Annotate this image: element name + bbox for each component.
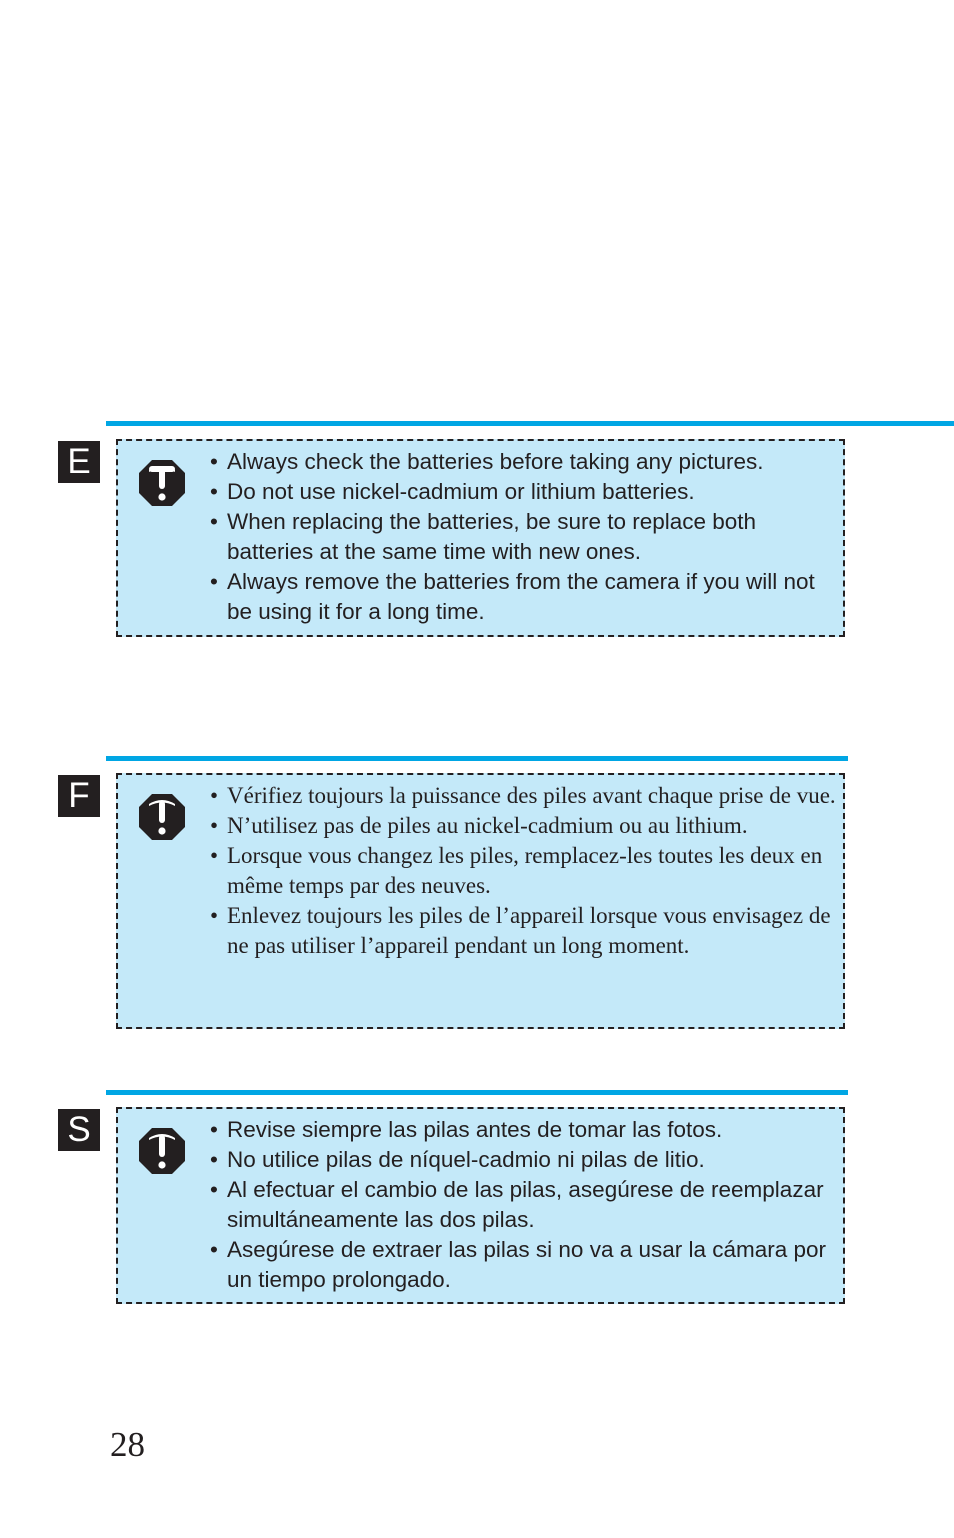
list-item: • Asegúrese de extraer las pilas si no va a usar la cámara por un tiempo prolongado. bbox=[210, 1235, 839, 1295]
list-item: • No utilice pilas de níquel-cadmio ni pilas de litio. bbox=[210, 1145, 839, 1175]
list-item: • Do not use nickel-cadmium or lithium batteries. bbox=[210, 477, 839, 507]
caution-box-spanish bbox=[116, 1107, 845, 1304]
caution-icon bbox=[138, 1127, 186, 1175]
caution-list-french bbox=[210, 781, 839, 961]
caution-list-english bbox=[210, 447, 839, 627]
language-tag-spanish: S bbox=[58, 1109, 100, 1151]
caution-icon bbox=[138, 793, 186, 841]
language-tag-french: F bbox=[58, 775, 100, 817]
list-item: • Vérifiez toujours la puissance des piles avant chaque prise de vue. bbox=[210, 781, 839, 811]
caution-box-french bbox=[116, 773, 845, 1029]
list-item: • Enlevez toujours les piles de l’appareil lorsque vous envisagez de ne pas utiliser l’appareil pendant un long moment. bbox=[210, 901, 839, 961]
list-item: • Al efectuar el cambio de las pilas, asegúrese de reemplazar simultáneamente las dos pilas. bbox=[210, 1175, 839, 1235]
list-item: • Always check the batteries before taking any pictures. bbox=[210, 447, 839, 477]
section-rule-spanish bbox=[106, 1090, 848, 1095]
language-tag-english: E bbox=[58, 441, 100, 483]
caution-box-english bbox=[116, 439, 845, 637]
section-rule-english bbox=[106, 421, 954, 426]
list-item: • Revise siempre las pilas antes de tomar las fotos. bbox=[210, 1115, 839, 1145]
page-number: 28 bbox=[110, 1425, 145, 1464]
caution-list-spanish bbox=[210, 1115, 839, 1295]
section-rule-french bbox=[106, 756, 848, 761]
list-item: • Always remove the batteries from the camera if you will not be using it for a long time. bbox=[210, 567, 839, 627]
list-item: • N’utilisez pas de piles au nickel-cadmium ou au lithium. bbox=[210, 811, 839, 841]
list-item: • Lorsque vous changez les piles, remplacez-les toutes les deux en même temps par des neuves. bbox=[210, 841, 839, 901]
list-item: • When replacing the batteries, be sure to replace both batteries at the same time with new ones. bbox=[210, 507, 839, 567]
caution-icon bbox=[138, 459, 186, 507]
